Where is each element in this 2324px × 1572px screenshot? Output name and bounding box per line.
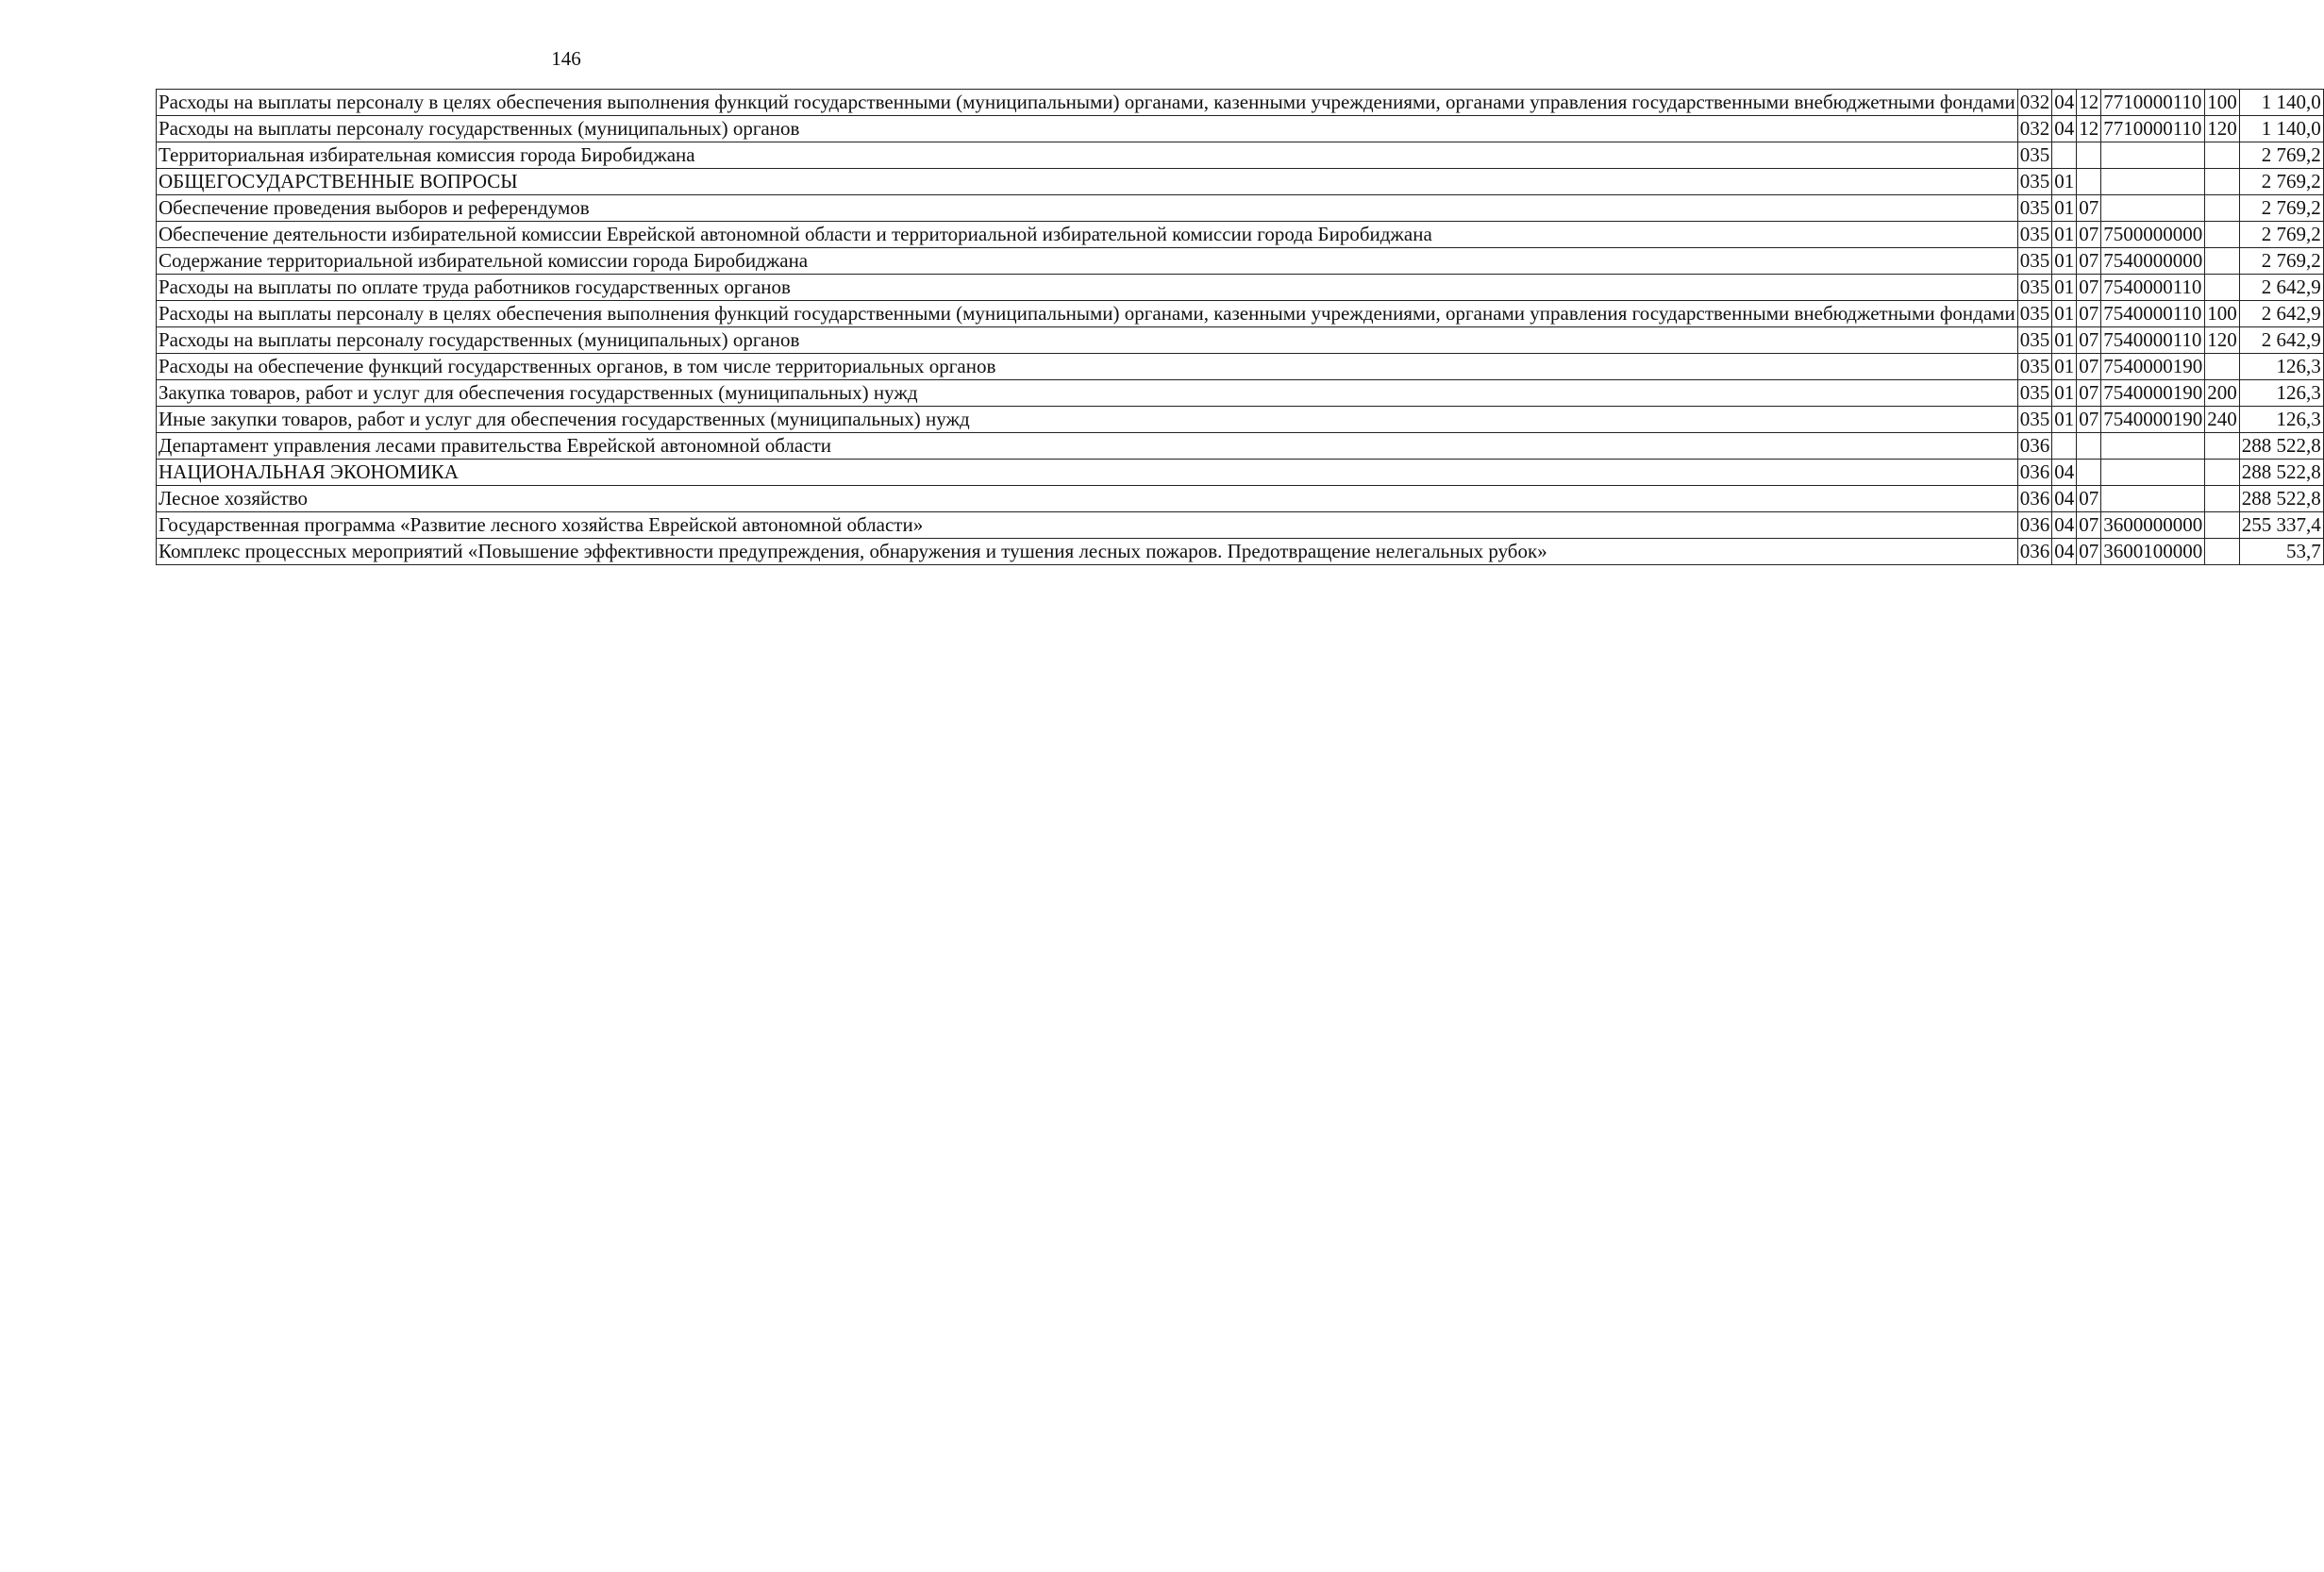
section-code-cell: 01 — [2052, 275, 2077, 301]
expense-name-cell: Лесное хозяйство — [157, 486, 2018, 512]
expense-name-cell: Расходы на обеспечение функций государственных органов, в том числе территориальных органов — [157, 354, 2018, 380]
subsection-code-cell: 07 — [2077, 407, 2101, 433]
expense-name-cell: Расходы на выплаты персоналу государственных (муниципальных) органов — [157, 116, 2018, 142]
expense-name-cell: Территориальная избирательная комиссия города Биробиджана — [157, 142, 2018, 169]
table-row — [157, 327, 2324, 354]
expense-type-cell — [2205, 169, 2240, 195]
target-code-cell: 7540000190 — [2101, 380, 2205, 407]
amount-cell: 2 769,2 — [2239, 195, 2323, 222]
table-row — [157, 486, 2324, 512]
amount-cell: 255 337,4 — [2239, 512, 2323, 539]
amount-cell: 1 140,0 — [2239, 116, 2323, 142]
expense-type-cell: 120 — [2205, 116, 2240, 142]
expense-type-cell — [2205, 354, 2240, 380]
amount-cell: 2 769,2 — [2239, 142, 2323, 169]
admin-code-cell: 035 — [2017, 222, 2052, 248]
section-code-cell: 01 — [2052, 222, 2077, 248]
expense-type-cell — [2205, 512, 2240, 539]
target-code-cell — [2101, 486, 2205, 512]
admin-code-cell: 035 — [2017, 169, 2052, 195]
table-row — [157, 539, 2324, 565]
section-code-cell: 01 — [2052, 248, 2077, 275]
target-code-cell: 3600000000 — [2101, 512, 2205, 539]
amount-cell: 2 642,9 — [2239, 301, 2323, 327]
target-code-cell: 7710000110 — [2101, 90, 2205, 116]
table-row — [157, 460, 2324, 486]
admin-code-cell: 032 — [2017, 116, 2052, 142]
subsection-code-cell: 07 — [2077, 275, 2101, 301]
admin-code-cell: 032 — [2017, 90, 2052, 116]
table-row — [157, 512, 2324, 539]
section-code-cell: 01 — [2052, 354, 2077, 380]
subsection-code-cell: 07 — [2077, 486, 2101, 512]
admin-code-cell: 035 — [2017, 195, 2052, 222]
table-row — [157, 248, 2324, 275]
expense-name-cell: Обеспечение деятельности избирательной комиссии Еврейской автономной области и территориальной избирательной комиссии города Биробиджана — [157, 222, 2018, 248]
target-code-cell: 7540000110 — [2101, 301, 2205, 327]
expense-type-cell — [2205, 433, 2240, 460]
section-code-cell: 01 — [2052, 327, 2077, 354]
expense-name-cell: Иные закупки товаров, работ и услуг для обеспечения государственных (муниципальных) нужд — [157, 407, 2018, 433]
expense-type-cell — [2205, 275, 2240, 301]
section-code-cell: 04 — [2052, 460, 2077, 486]
expense-name-cell: Закупка товаров, работ и услуг для обеспечения государственных (муниципальных) нужд — [157, 380, 2018, 407]
section-code-cell: 04 — [2052, 486, 2077, 512]
amount-cell: 288 522,8 — [2239, 460, 2323, 486]
expense-name-cell: Расходы на выплаты персоналу в целях обеспечения выполнения функций государственными (муниципальными) органами, казенными учреждениями, органами управления государственными внебюджетными фондами — [157, 301, 2018, 327]
subsection-code-cell: 07 — [2077, 354, 2101, 380]
table-row — [157, 407, 2324, 433]
expense-type-cell: 240 — [2205, 407, 2240, 433]
table-row — [157, 142, 2324, 169]
admin-code-cell: 036 — [2017, 539, 2052, 565]
table-row — [157, 433, 2324, 460]
admin-code-cell: 035 — [2017, 275, 2052, 301]
amount-cell: 53,7 — [2239, 539, 2323, 565]
target-code-cell — [2101, 460, 2205, 486]
expense-type-cell — [2205, 248, 2240, 275]
expense-type-cell — [2205, 142, 2240, 169]
section-code-cell: 01 — [2052, 169, 2077, 195]
expense-name-cell: Расходы на выплаты персоналу государственных (муниципальных) органов — [157, 327, 2018, 354]
target-code-cell: 7500000000 — [2101, 222, 2205, 248]
subsection-code-cell: 07 — [2077, 380, 2101, 407]
expense-type-cell: 100 — [2205, 90, 2240, 116]
subsection-code-cell: 07 — [2077, 248, 2101, 275]
subsection-code-cell: 07 — [2077, 301, 2101, 327]
expense-type-cell — [2205, 195, 2240, 222]
table-row — [157, 169, 2324, 195]
admin-code-cell: 036 — [2017, 486, 2052, 512]
subsection-code-cell — [2077, 169, 2101, 195]
expense-type-cell: 120 — [2205, 327, 2240, 354]
target-code-cell: 7540000190 — [2101, 407, 2205, 433]
subsection-code-cell — [2077, 433, 2101, 460]
admin-code-cell: 035 — [2017, 142, 2052, 169]
expense-name-cell: Содержание территориальной избирательной комиссии города Биробиджана — [157, 248, 2018, 275]
expense-type-cell — [2205, 460, 2240, 486]
amount-cell: 1 140,0 — [2239, 90, 2323, 116]
expense-type-cell — [2205, 486, 2240, 512]
admin-code-cell: 036 — [2017, 512, 2052, 539]
subsection-code-cell — [2077, 460, 2101, 486]
amount-cell: 2 769,2 — [2239, 169, 2323, 195]
section-code-cell: 04 — [2052, 512, 2077, 539]
section-code-cell: 04 — [2052, 539, 2077, 565]
amount-cell: 288 522,8 — [2239, 486, 2323, 512]
target-code-cell — [2101, 142, 2205, 169]
target-code-cell: 7540000000 — [2101, 248, 2205, 275]
expense-name-cell: НАЦИОНАЛЬНАЯ ЭКОНОМИКА — [157, 460, 2018, 486]
admin-code-cell: 036 — [2017, 433, 2052, 460]
subsection-code-cell: 07 — [2077, 539, 2101, 565]
expense-name-cell: Комплекс процессных мероприятий «Повышение эффективности предупреждения, обнаружения и тушения лесных пожаров. Предотвращение нелегальных рубок» — [157, 539, 2018, 565]
admin-code-cell: 035 — [2017, 327, 2052, 354]
expense-type-cell: 200 — [2205, 380, 2240, 407]
admin-code-cell: 035 — [2017, 354, 2052, 380]
section-code-cell: 01 — [2052, 407, 2077, 433]
section-code-cell: 01 — [2052, 380, 2077, 407]
expense-name-cell: Государственная программа «Развитие лесного хозяйства Еврейской автономной области» — [157, 512, 2018, 539]
amount-cell: 288 522,8 — [2239, 433, 2323, 460]
table-row — [157, 275, 2324, 301]
target-code-cell — [2101, 169, 2205, 195]
expense-name-cell: Расходы на выплаты по оплате труда работников государственных органов — [157, 275, 2018, 301]
budget-table — [156, 89, 2324, 565]
table-row — [157, 90, 2324, 116]
table-row — [157, 116, 2324, 142]
subsection-code-cell: 07 — [2077, 327, 2101, 354]
amount-cell: 2 642,9 — [2239, 327, 2323, 354]
expense-type-cell — [2205, 539, 2240, 565]
subsection-code-cell: 12 — [2077, 90, 2101, 116]
section-code-cell — [2052, 433, 2077, 460]
admin-code-cell: 035 — [2017, 407, 2052, 433]
page-number: 146 — [551, 47, 581, 70]
subsection-code-cell: 07 — [2077, 222, 2101, 248]
subsection-code-cell: 07 — [2077, 512, 2101, 539]
target-code-cell: 7540000110 — [2101, 275, 2205, 301]
table-row — [157, 195, 2324, 222]
subsection-code-cell — [2077, 142, 2101, 169]
expense-name-cell: ОБЩЕГОСУДАРСТВЕННЫЕ ВОПРОСЫ — [157, 169, 2018, 195]
target-code-cell — [2101, 195, 2205, 222]
section-code-cell: 01 — [2052, 195, 2077, 222]
admin-code-cell: 035 — [2017, 301, 2052, 327]
subsection-code-cell: 12 — [2077, 116, 2101, 142]
expense-name-cell: Расходы на выплаты персоналу в целях обеспечения выполнения функций государственными (муниципальными) органами, казенными учреждениями, органами управления государственными внебюджетными фондами — [157, 90, 2018, 116]
table-row — [157, 354, 2324, 380]
amount-cell: 2 769,2 — [2239, 222, 2323, 248]
amount-cell: 126,3 — [2239, 354, 2323, 380]
expense-name-cell: Департамент управления лесами правительства Еврейской автономной области — [157, 433, 2018, 460]
amount-cell: 2 642,9 — [2239, 275, 2323, 301]
target-code-cell — [2101, 433, 2205, 460]
table-row — [157, 222, 2324, 248]
expense-type-cell: 100 — [2205, 301, 2240, 327]
admin-code-cell: 035 — [2017, 380, 2052, 407]
target-code-cell: 7540000190 — [2101, 354, 2205, 380]
section-code-cell: 01 — [2052, 301, 2077, 327]
subsection-code-cell: 07 — [2077, 195, 2101, 222]
table-row — [157, 380, 2324, 407]
target-code-cell: 3600100000 — [2101, 539, 2205, 565]
expense-name-cell: Обеспечение проведения выборов и референдумов — [157, 195, 2018, 222]
amount-cell: 2 769,2 — [2239, 248, 2323, 275]
section-code-cell: 04 — [2052, 116, 2077, 142]
expense-type-cell — [2205, 222, 2240, 248]
table-row — [157, 301, 2324, 327]
amount-cell: 126,3 — [2239, 407, 2323, 433]
target-code-cell: 7710000110 — [2101, 116, 2205, 142]
admin-code-cell: 036 — [2017, 460, 2052, 486]
section-code-cell — [2052, 142, 2077, 169]
amount-cell: 126,3 — [2239, 380, 2323, 407]
section-code-cell: 04 — [2052, 90, 2077, 116]
target-code-cell: 7540000110 — [2101, 327, 2205, 354]
admin-code-cell: 035 — [2017, 248, 2052, 275]
